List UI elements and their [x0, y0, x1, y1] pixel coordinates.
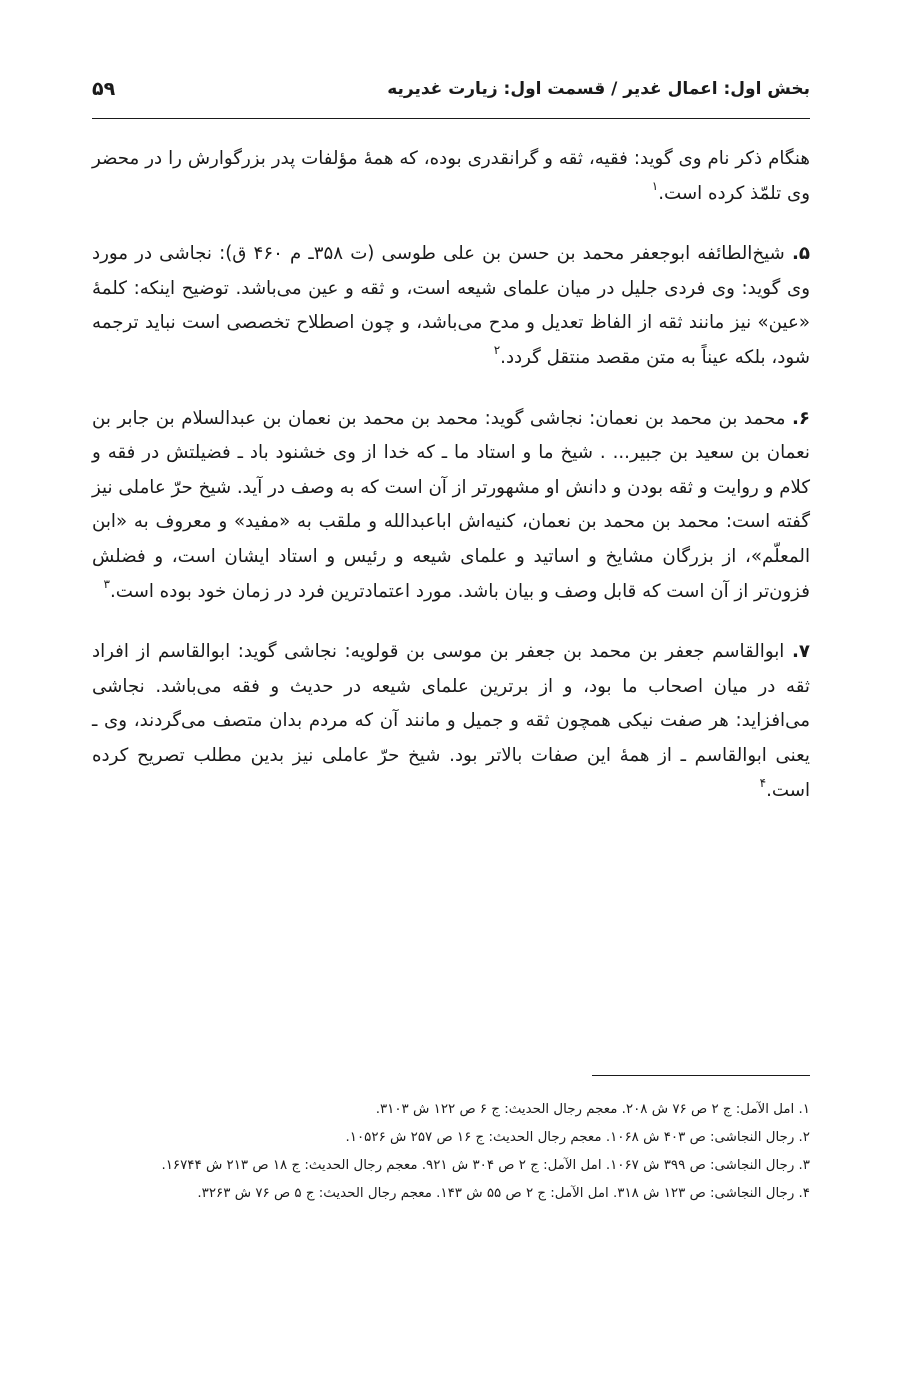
- paragraph-item-7: [92, 635, 810, 808]
- paragraph-item-6: [92, 402, 810, 610]
- footnote-separator: [592, 1075, 810, 1076]
- page-number: ۵۹: [92, 78, 116, 100]
- book-page: [92, 0, 810, 1390]
- footnote: ۴. رجال النجاشی: ص ۱۲۳ ش ۳۱۸. امل الآمل: ج ۲ ص ۵۵ ش ۱۴۳. معجم رجال الحدیث: ج ۵ ص ۷۶ ش ۳۲۶۳.: [197, 1186, 810, 1201]
- footnote: ۲. رجال النجاشی: ص ۴۰۳ ش ۱۰۶۸. معجم رجال الحدیث: ج ۱۶ ص ۲۵۷ ش ۱۰۵۲۶.: [345, 1130, 810, 1145]
- item-number: ۵.: [791, 243, 810, 265]
- paragraph-text: هنگام ذکر نام وی گوید: فقیه، ثقه و گرانقدری بوده، که همهٔ مؤلفات پدر بزرگوارش را در محضر وی تلمّذ کرده است.: [92, 148, 810, 204]
- item-number: ۶.: [791, 407, 810, 429]
- paragraph-item-5: [92, 237, 810, 375]
- footnote-ref: ۴: [759, 775, 767, 790]
- paragraph-text: شیخ‌الطائفه ابوجعفر محمد بن حسن بن علی طوسی (ت ۳۵۸ـ م ۴۶۰ ق): نجاشی در مورد وی گوید: وی فردی جلیل در میان علمای شیعه است، و ثقه و عین می‌باشد. توضیح اینکه: کلمهٔ «عین» نیز مانند ثقه از الفاظ تعدیل و مدح می‌باشد، و چون اصطلاح تخصصی است نباید ترجمه شود، بلکه عیناً به متن مقصد منتقل گردد.: [92, 243, 810, 368]
- paragraph-text: محمد بن محمد بن نعمان: نجاشی گوید: محمد بن محمد بن نعمان بن عبدالسلام بن جابر بن نعمان بن سعید بن جبیر... . شیخ ما و استاد ما ـ که خدا از وی خشنود باد ـ فضیلتش در فقه و کلام و روایت و ثقه بودن و دانش او مشهورتر از آن است که به وصف در آید. شیخ حرّ عاملی نیز گفته است: محمد بن محمد بن نعمان، کنیه‌اش اباعبدالله و ملقب به «مفید» و معروف به «ابن المعلّم»، از بزرگان مشایخ و اساتید و علمای شیعه و رئیس و استاد ایشان است، و فضلش فزون‌تر از آن است که قابل وصف و بیان باشد. مورد اعتمادترین فرد در زمان خود بوده است.: [92, 407, 810, 602]
- paragraph-text: ابوالقاسم جعفر بن محمد بن جعفر بن موسی بن قولویه: نجاشی گوید: ابوالقاسم از افراد ثقه در میان اصحاب ما بود، و از برترین علمای شیعه در حدیث و فقه می‌باشد. نجاشی می‌افزاید: هر صفت نیکی همچون ثقه و جمیل و مانند آن که مردم بدان متصف می‌گردند، وی ـ یعنی ابوالقاسم ـ از همهٔ این صفات بالاتر بود. شیخ حرّ عاملی نیز بدین مطلب تصریح کرده است.: [92, 641, 810, 801]
- footnote-ref: ۱: [651, 178, 659, 193]
- footnote-ref: ۲: [493, 342, 501, 357]
- running-title: بخش اول: اعمال غدیر / قسمت اول: زیارت غدیریه: [387, 79, 810, 99]
- header-rule: [92, 118, 810, 119]
- footnote-ref: ۳: [103, 576, 110, 591]
- footnotes: [92, 1096, 810, 1208]
- body-text: [92, 142, 810, 808]
- footnote: ۱. امل الآمل: ج ۲ ص ۷۶ ش ۲۰۸. معجم رجال الحدیث: ج ۶ ص ۱۲۲ ش ۳۱۰۳.: [375, 1102, 810, 1117]
- paragraph-continuation: [92, 142, 810, 211]
- footnote: ۳. رجال النجاشی: ص ۳۹۹ ش ۱۰۶۷. امل الآمل: ج ۲ ص ۳۰۴ ش ۹۲۱. معجم رجال الحدیث: ج ۱۸ ص ۲۱۳ ش ۱۶۷۴۴.: [161, 1158, 810, 1173]
- page-header: [92, 74, 810, 110]
- item-number: ۷.: [791, 641, 810, 663]
